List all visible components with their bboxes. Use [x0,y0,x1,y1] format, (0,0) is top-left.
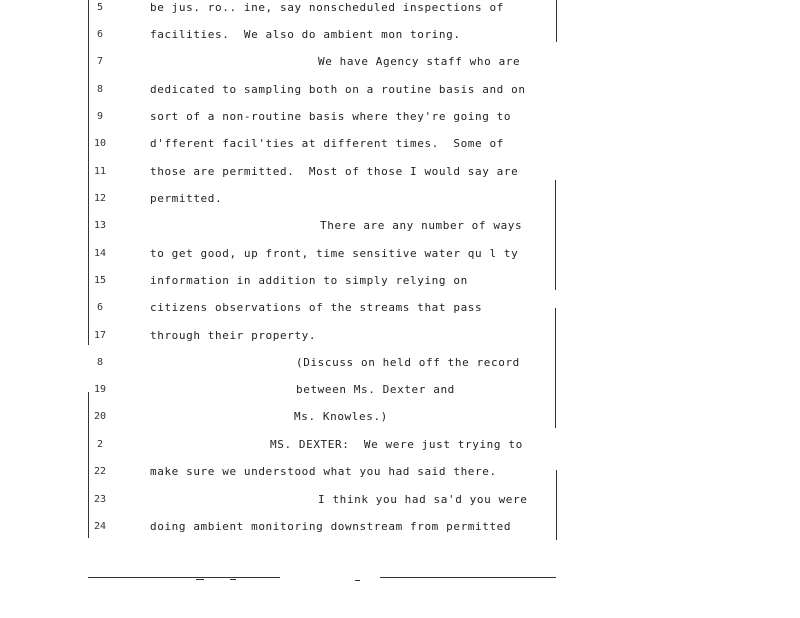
line-number: 24 [93,521,107,532]
line-number: 7 [96,56,104,67]
line-number: 17 [93,330,107,341]
line-text: information in addition to simply relying on [150,274,468,287]
footer-mark-1 [196,579,204,580]
transcript-line [0,517,800,537]
transcript-line [0,271,800,291]
footer-rule-left [88,577,280,578]
line-text: dedicated to sampling both on a routine basis and on [150,83,526,96]
transcript-line [0,80,800,100]
line-number: 13 [93,220,107,231]
line-number: 5 [96,2,104,13]
transcript-line [0,326,800,346]
transcript-line [0,107,800,127]
transcript-line [0,0,800,18]
line-text: to get good, up front, time sensitive water qu l ty [150,247,519,260]
line-number: 11 [93,166,107,177]
line-number: 20 [93,411,107,422]
line-text: doing ambient monitoring downstream from permitted [150,520,512,533]
line-number: 23 [93,494,107,505]
line-number: 2 [96,439,104,450]
line-text: facilities. We also do ambient mon toring. [150,28,461,41]
line-text: (Discuss on held off the record [296,356,520,369]
transcript-line [0,462,800,482]
footer-mark-2 [230,579,236,580]
footer-rule-right [380,577,556,578]
line-number: 8 [96,84,104,95]
line-text: between Ms. Dexter and [296,383,455,396]
line-number: 14 [93,248,107,259]
transcript-line [0,380,800,400]
line-number: 15 [93,275,107,286]
transcript-line [0,189,800,209]
transcript-line [0,244,800,264]
footer-mark-3 [355,580,360,581]
line-number: 8 [96,357,104,368]
transcript-line [0,52,800,72]
line-number: 9 [96,111,104,122]
line-text: through their property. [150,329,317,342]
line-text: those are permitted. Most of those I would say are [150,165,519,178]
line-text: Ms. Knowles.) [294,410,388,423]
line-text: permitted. [150,192,223,205]
line-text: citizens observations of the streams that pass [150,301,483,314]
transcript-line [0,490,800,510]
line-number: 6 [96,302,104,313]
transcript-line [0,435,800,455]
line-number: 6 [96,29,104,40]
transcript-line [0,134,800,154]
transcript-line [0,216,800,236]
transcript-line [0,353,800,373]
line-text: sort of a non-routine basis where they're going to [150,110,512,123]
line-number: 22 [93,466,107,477]
line-number: 12 [93,193,107,204]
line-text: I think you had sa'd you were [318,493,528,506]
line-text: make sure we understood what you had said there. [150,465,497,478]
transcript-line [0,298,800,318]
transcript-line [0,162,800,182]
line-number: 19 [93,384,107,395]
line-text: There are any number of ways [320,219,523,232]
line-text: MS. DEXTER: We were just trying to [270,438,523,451]
transcript-line [0,407,800,427]
transcript-line [0,25,800,45]
line-text: We have Agency staff who are [318,55,521,68]
line-text: be jus. ro.. ine, say nonscheduled inspections of [150,1,504,14]
line-number: 10 [93,138,107,149]
line-text: d'fferent facil'ties at different times. Some of [150,137,504,150]
